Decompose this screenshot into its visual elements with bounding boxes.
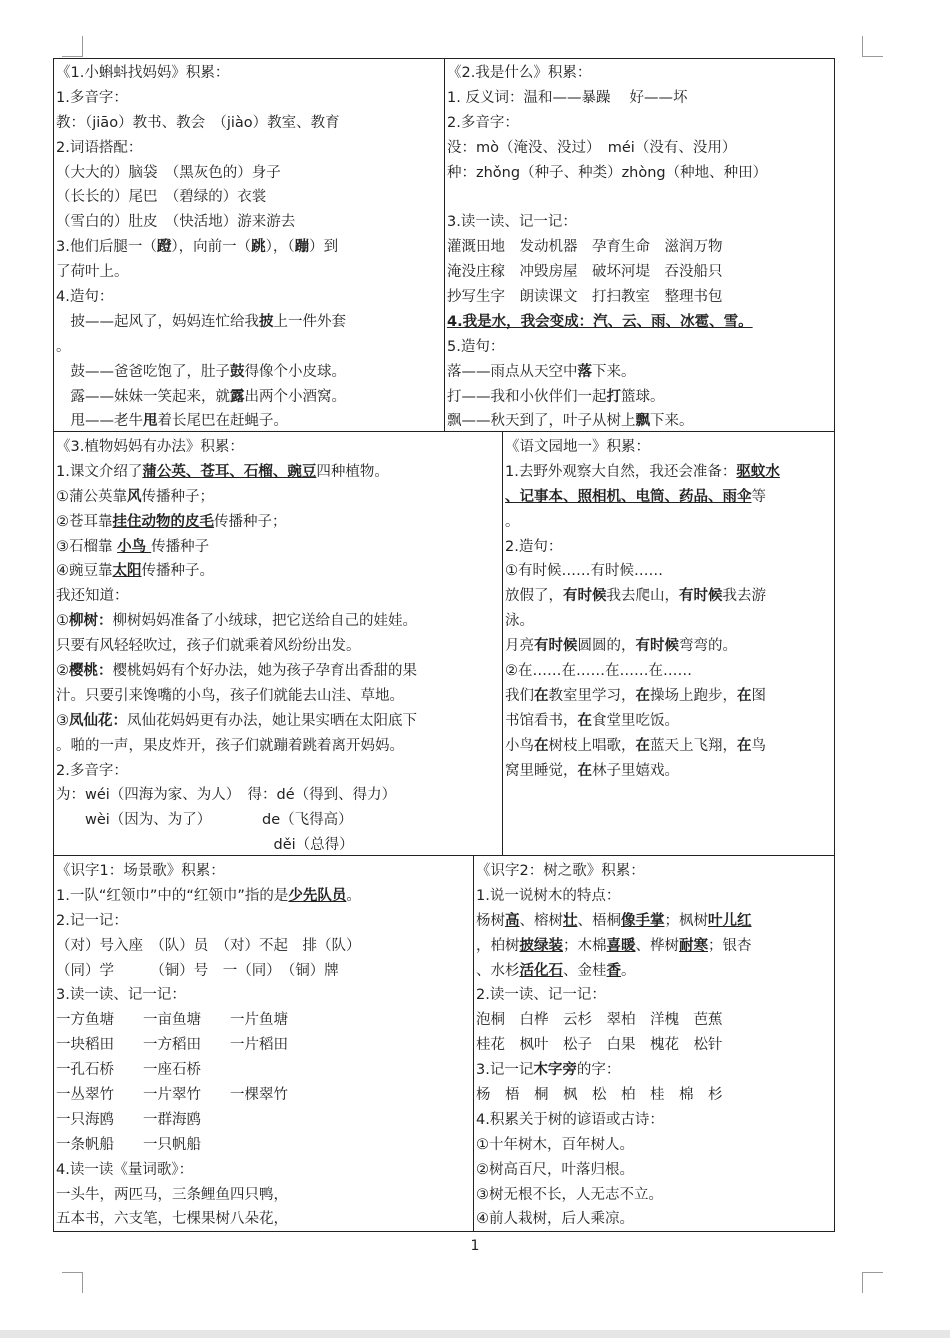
text-segment: 传播种子。 [141,563,214,580]
lesson2-cell [444,58,835,432]
text-segment: 一孔石桥 一座石桥 [56,1062,201,1079]
text-line [445,310,834,335]
text-line [54,1158,473,1183]
emphasis-bold: 有时候 [635,638,679,655]
text-segment: 书馆看书， [505,712,578,729]
text-line [445,409,834,432]
text-segment: 我去游 [722,588,766,605]
text-segment: 没：mò（淹没、没过） méi（没有、没用） [447,139,737,156]
text-segment: 种：zhǒng（种子、种类）zhòng（种地、种田） [447,164,768,181]
text-segment: 2.多音字： [447,114,519,131]
text-line [503,559,834,584]
text-segment: 传播种子 [151,538,210,555]
text-segment: （同）学 （铜）号 一（同） （铜）牌 [56,962,339,979]
text-segment: 我们 [505,687,534,704]
emphasis-underlined: 蒲公英、苍耳、石榴、豌豆 [142,463,317,480]
text-segment: 2.造句： [505,538,563,555]
text-segment: ④豌豆靠 [56,563,113,580]
crop-mark-top-left [62,36,83,57]
text-segment: 传播种子； [214,513,287,530]
text-line [54,684,502,709]
emphasis-underlined: 叶儿红 [708,912,752,929]
text-segment: （对）号入座 （队）员 （对）不起 排（队） [56,937,361,954]
text-segment: 、水杉 [476,962,520,979]
text-line [54,1008,473,1033]
viewer-bottom-bar [0,1330,950,1338]
text-segment: 灌溉田地 发动机器 孕育生命 滋润万物 [447,239,723,256]
text-line [54,634,502,659]
text-segment: 5.造句： [447,338,505,355]
text-segment: 《语文园地一》积累： [505,439,650,455]
text-line [474,1058,834,1083]
text-segment: 操场上跑步， [650,687,737,704]
text-segment: 3.他们后腿一（ [56,239,157,256]
text-line [54,485,502,510]
text-segment: ；木棉 [563,937,607,954]
text-segment: 3.读一读、记一记： [447,214,577,231]
text-line [54,1133,473,1158]
text-line [474,983,834,1008]
text-segment: 。 [56,338,71,355]
emphasis-bold: 在 [577,712,592,729]
text-segment: （长长的）尾巴 （碧绿的）衣裳 [56,189,267,206]
text-segment: 桂花 枫叶 松子 白果 槐花 松针 [476,1037,723,1054]
emphasis-underlined: 像手掌 [621,912,665,929]
text-segment: 教室里学习， [548,687,636,704]
text-segment: 打——我和小伙伴们一起 [447,388,607,405]
text-segment: 飘——秋天到了，叶子从树上 [447,413,636,430]
text-segment: 。啪的一声，果皮炸开，孩子们就蹦着跳着离开妈妈。 [56,737,404,754]
emphasis-bold: 有时候 [534,638,578,655]
text-segment: 1. 反义词：温和——暴躁 好——坏 [447,89,688,106]
emphasis-underlined: 太阳 [112,563,142,580]
text-segment: ①有时候……有时候…… [505,563,663,580]
text-segment: ③树无根不长，人无志不立。 [476,1186,663,1203]
text-line [54,111,444,136]
text-segment: 汁。只要引来馋嘴的小鸟，孩子们就能去山洼、草地。 [56,687,404,704]
text-line [445,385,834,410]
text-segment: 林子里嬉戏。 [592,762,679,779]
text-line [474,1183,834,1208]
text-line [54,460,502,485]
text-segment: ①蒲公英靠 [56,488,127,505]
text-line [445,185,834,210]
text-segment: 图 [751,687,766,704]
text-line [503,609,834,634]
text-segment: 下来。 [650,413,694,430]
text-segment: 淹没庄稼 冲毁房屋 破坏河堤 吞没船只 [447,264,723,281]
text-segment: 等 [751,488,766,505]
text-segment: 窝里睡觉， [505,762,578,779]
text-segment: 、金桂 [563,962,607,979]
text-segment: 2.词语搭配： [56,139,143,156]
text-segment: ④前人栽树，后人乘凉。 [476,1211,634,1228]
text-segment: 月亮 [505,638,534,655]
text-line [54,1033,473,1058]
emphasis-bold: 柳树： [69,613,113,630]
text-line [54,1183,473,1208]
text-segment: 一只海鸥 一群海鸥 [56,1111,201,1128]
text-line [54,260,444,285]
text-line [445,260,834,285]
text-segment: ）到 [309,239,339,256]
text-segment: 披——起风了，妈妈连忙给我 [56,313,259,330]
text-line [474,1133,834,1158]
text-line [445,235,834,260]
text-segment: 。 [346,887,361,904]
text-line [54,859,473,884]
emphasis-underlined: 、记事本、照相机、电筒、药品、雨伞 [505,488,752,505]
emphasis-bold: 蹬 [156,239,172,256]
text-segment: 杨树 [476,912,505,929]
text-segment: （雪白的）肚皮 （快活地）游来游去 [56,214,296,231]
text-line [445,335,834,360]
text-segment: 着长尾巴在赶蝇子。 [157,413,288,430]
emphasis-bold: 蹦 [294,239,310,256]
text-segment: 小鸟 [505,737,534,754]
text-line [54,609,502,634]
text-segment: 只要有风轻轻吹过，孩子们就乘着风纷纷出发。 [56,638,361,655]
text-line [474,934,834,959]
text-segment: 、榕树 [519,912,563,929]
text-segment: 教：（jiāo）教书、教会 （jiào）教室、教育 [56,114,340,131]
text-line [445,86,834,111]
text-segment: 树枝上唱歌， [548,737,636,754]
text-segment: 《识字1：场景歌》积累： [56,863,225,879]
text-segment: 圆圆的， [577,638,636,655]
text-segment: 泡桐 白桦 云杉 翠柏 洋槐 芭蕉 [476,1012,723,1029]
emphasis-bold: 在 [534,737,549,754]
text-segment: ③石榴靠 [56,538,118,555]
text-line [54,61,444,86]
text-line [474,909,834,934]
text-segment: 为：wéi（四海为家、为人） 得：dé（得到、得力） [56,787,397,804]
text-segment: 3.记一记 [476,1062,534,1079]
garden1-cell [502,431,835,856]
emphasis-underlined: 壮 [563,912,578,929]
text-segment: 弯弯的。 [679,638,737,655]
text-segment: 1.一队“红领巾”中的“红领巾”指的是 [56,887,289,904]
text-segment: děi（总得） [56,837,354,854]
text-segment: 柳树妈妈准备了小绒球，把它送给自己的娃娃。 [112,613,417,630]
emphasis-bold: 樱桃： [69,663,113,680]
text-segment: 鸟 [751,737,766,754]
text-segment: 1.去野外观察大自然，我还会准备： [505,463,737,480]
text-segment: 得像个小皮球。 [244,363,346,380]
text-segment: 杨 梧 桐 枫 松 柏 桂 棉 杉 [476,1087,723,1104]
text-segment: 一头牛，两匹马，三条鲤鱼四只鸭， [56,1186,288,1203]
text-segment: 鼓——爸爸吃饱了，肚子 [56,363,230,380]
text-line [445,136,834,161]
emphasis-bold: 露 [230,388,245,405]
text-segment: ），（ [265,239,295,256]
text-segment: 凤仙花妈妈更有办法，她让果实晒在太阳底下 [127,712,417,729]
literacy2-cell [473,855,835,1232]
text-segment: ②在……在……在……在…… [505,663,692,680]
text-line [54,909,473,934]
text-segment: 1.课文介绍了 [56,463,143,480]
text-segment: 一条帆船 一只帆船 [56,1136,201,1153]
text-line [445,161,834,186]
text-segment: 樱桃妈妈有个好办法，她为孩子孕育出香甜的果 [112,663,417,680]
text-line [503,759,834,784]
text-segment: 4.积累关于树的谚语或古诗： [476,1111,664,1128]
text-line [54,185,444,210]
emphasis-underlined: 喜暖 [606,937,636,954]
text-segment: （大大的）脑袋 （黑灰色的）身子 [56,164,281,181]
literacy1-cell [53,855,474,1232]
text-segment: 《3.植物妈妈有办法》积累： [56,439,244,455]
text-line [54,559,502,584]
text-line [54,959,473,984]
text-segment: ①十年树木，百年树人。 [476,1136,634,1153]
text-line [54,934,473,959]
text-segment: 五本书，六支笔，七棵果树八朵花， [56,1211,288,1228]
emphasis-underlined: 小鸟 [117,538,152,555]
text-segment: 一丛翠竹 一片翠竹 一棵翠竹 [56,1087,288,1104]
text-line [474,1108,834,1133]
text-line [445,210,834,235]
text-segment: 。 [505,513,520,530]
emphasis-bold: 在 [534,687,549,704]
text-line [54,1083,473,1108]
text-segment: 食堂里吃饭。 [592,712,679,729]
text-line [54,510,502,535]
text-segment: 4.造句： [56,289,114,306]
text-line [54,759,502,784]
text-segment: ② [56,663,69,680]
text-line [503,709,834,734]
text-segment: 我还知道： [56,588,129,605]
text-line [54,833,502,856]
text-line [54,409,444,432]
emphasis-bold: 木字旁 [533,1062,577,1079]
emphasis-bold: 甩 [143,413,158,430]
text-line [54,734,502,759]
text-segment: ），向前一（ [171,239,252,256]
text-segment: 落——雨点从天空中 [447,363,578,380]
text-segment: 出两个小酒窝。 [244,388,346,405]
emphasis-bold: 鼓 [230,363,245,380]
text-segment: 2.记一记： [56,912,128,929]
text-line [503,485,834,510]
text-segment: 放假了， [505,588,563,605]
text-line [54,584,502,609]
text-segment: ① [56,613,69,630]
text-segment: 传播种子； [141,488,214,505]
text-line [54,983,473,1008]
text-line [54,535,502,560]
text-line [445,360,834,385]
text-line [54,235,444,260]
text-line [54,1207,473,1232]
text-line [503,734,834,759]
text-segment: 、梧桐 [577,912,621,929]
text-line [54,385,444,410]
text-line [474,1207,834,1232]
emphasis-bold: 风 [127,488,142,505]
text-segment: ②苍耳靠 [56,513,113,530]
text-segment: 上一件外套 [273,313,346,330]
emphasis-underlined: 活化石 [519,962,563,979]
emphasis-underlined: 挂住动物的皮毛 [112,513,214,530]
crop-mark-top-right [862,36,883,57]
text-line [474,859,834,884]
emphasis-bold: 落 [577,363,592,380]
emphasis-underlined: 披绿装 [519,937,563,954]
text-line [54,709,502,734]
text-segment: 。 [621,962,636,979]
text-line [54,360,444,385]
emphasis-underlined: 4.我是水，我会变成：汽、云、雨、冰雹、雪。 [447,313,753,330]
emphasis-bold: 在 [737,737,752,754]
text-segment: 一块稻田 一方稻田 一片稻田 [56,1037,288,1054]
text-line [503,584,834,609]
crop-mark-bottom-right [862,1272,883,1293]
text-segment: ；枫树 [664,912,708,929]
text-segment: 2.多音字： [56,762,128,779]
text-segment: ②树高百尺，叶落归根。 [476,1161,634,1178]
emphasis-bold: 有时候 [679,588,723,605]
emphasis-underlined: 少先队员 [288,887,347,904]
text-line [54,310,444,335]
text-line [474,1008,834,1033]
emphasis-underlined: 驱蚊水 [736,463,780,480]
text-segment: ；银杏 [708,937,752,954]
text-line [503,659,834,684]
emphasis-bold: 有时候 [563,588,607,605]
text-line [54,86,444,111]
text-segment: 篮球。 [621,388,665,405]
text-segment: 的字： [576,1062,621,1079]
emphasis-bold: 在 [635,687,650,704]
text-line [503,684,834,709]
text-line [54,210,444,235]
text-segment: 下来。 [592,363,636,380]
text-segment: 露——妹妹一笑起来，就 [56,388,230,405]
text-segment: 泳。 [505,613,534,630]
emphasis-bold: 跳 [251,239,266,256]
emphasis-underlined: 香 [606,962,621,979]
text-segment: 3.读一读、记一记： [56,987,186,1004]
text-segment: 甩——老牛 [56,413,143,430]
text-segment: 《2.我是什么》积累： [447,65,592,81]
crop-mark-bottom-left [62,1272,83,1293]
text-line [54,659,502,684]
text-segment: 4.读一读《量词歌》： [56,1161,194,1178]
emphasis-bold: 飘 [635,413,650,430]
emphasis-bold: 在 [737,687,752,704]
text-line [503,435,834,460]
lesson3-cell [53,431,503,856]
text-line [54,161,444,186]
text-segment: ，柏树 [476,937,520,954]
page-number: 1 [470,1238,480,1254]
lesson1-cell [53,58,445,432]
text-line [54,285,444,310]
text-segment: 1.多音字： [56,89,128,106]
emphasis-bold: 凤仙花： [69,712,127,729]
text-line [503,535,834,560]
text-line [54,884,473,909]
emphasis-bold: 在 [577,762,592,779]
text-segment: ③ [56,712,69,729]
text-line [474,1033,834,1058]
text-line [474,884,834,909]
text-line [54,1058,473,1083]
text-segment: 《1.小蝌蚪找妈妈》积累： [56,65,230,81]
text-segment: 《识字2：树之歌》积累： [476,863,645,879]
text-line [503,634,834,659]
emphasis-bold: 披 [259,313,274,330]
text-line [474,959,834,984]
text-segment: 四种植物。 [316,463,389,480]
text-line [54,808,502,833]
text-line [503,510,834,535]
text-line [445,285,834,310]
text-line [54,335,444,360]
emphasis-bold: 在 [635,737,650,754]
text-line [445,61,834,86]
emphasis-bold: 打 [606,388,621,405]
emphasis-underlined: 耐寒 [679,937,708,954]
text-segment: wèi（因为、为了） de（飞得高） [56,812,353,829]
text-segment: 抄写生字 朗读课文 打扫教室 整理书包 [447,289,723,306]
text-line [445,111,834,136]
text-line [503,460,834,485]
text-segment: 2.读一读、记一记： [476,987,606,1004]
text-segment: 我去爬山， [606,588,679,605]
text-segment: 、桦树 [635,937,679,954]
text-line [54,1108,473,1133]
text-segment: 1.说一说树木的特点： [476,887,621,904]
text-line [54,783,502,808]
text-segment: 了荷叶上。 [56,264,129,281]
emphasis-underlined: 高 [505,912,520,929]
text-line [474,1083,834,1108]
text-line [54,136,444,161]
text-line [54,435,502,460]
text-segment: 蓝天上飞翔， [650,737,737,754]
text-line [474,1158,834,1183]
text-segment: 一方鱼塘 一亩鱼塘 一片鱼塘 [56,1012,288,1029]
